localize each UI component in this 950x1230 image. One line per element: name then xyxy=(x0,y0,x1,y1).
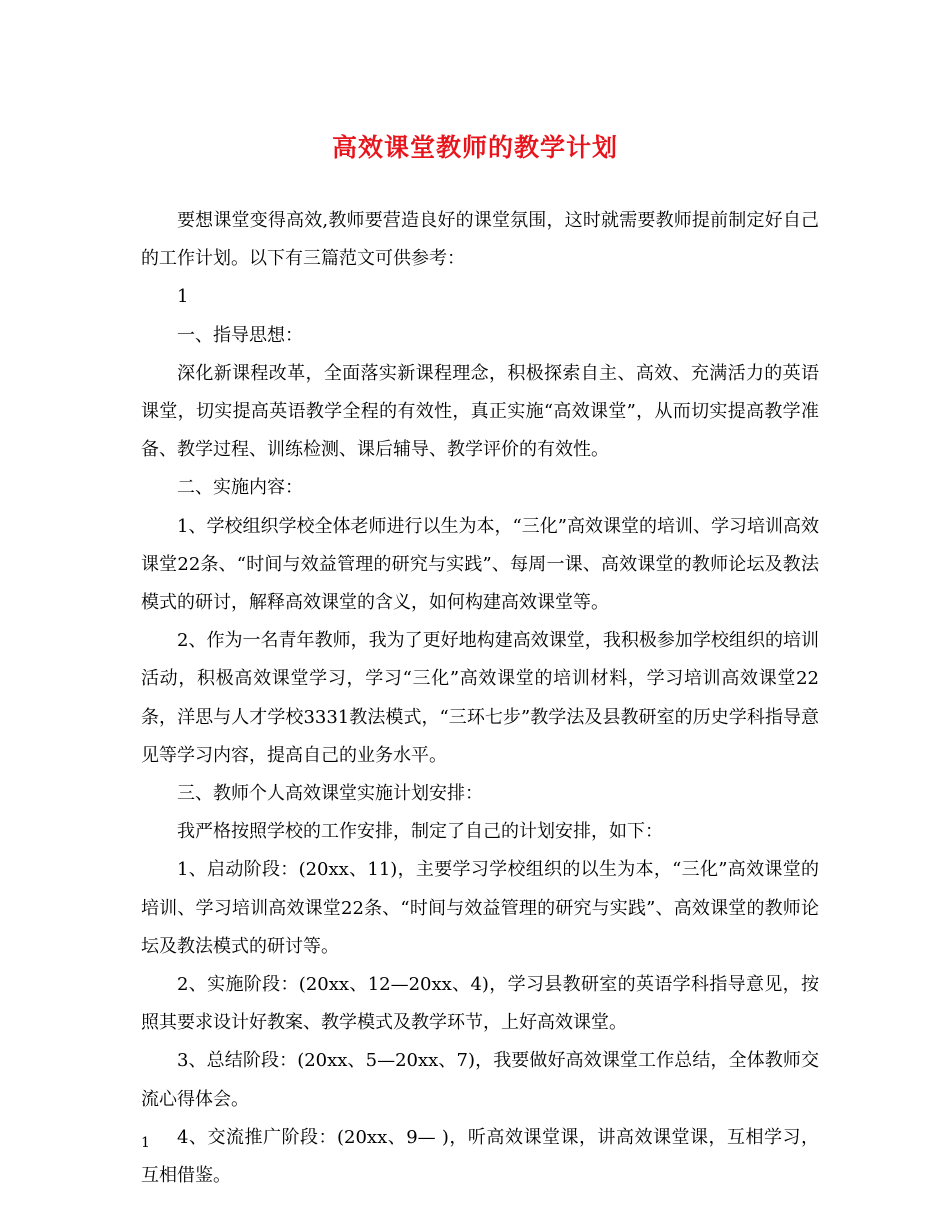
paragraph-intro: 要想课堂变得高效,教师要营造良好的课堂氛围，这时就需要教师提前制定好自己的工作计划。以下有三篇范文可供参考： xyxy=(141,210,819,270)
document-body xyxy=(141,202,819,1195)
document-title: 高效课堂教师的教学计划 xyxy=(331,133,618,162)
paragraph-stage-implement: 2、实施阶段：(20xx、12—20xx、4)，学习县教研室的英语学科指导意见，按照其要求设计好教案、教学模式及教学环节，上好高效课堂。 xyxy=(141,974,819,1034)
paragraph-content-1: 1、学校组织学校全体老师进行以生为本，“三化”高效课堂的培训、学习培训高效课堂22条、“时间与效益管理的研究与实践”、每周一课、高效课堂的教师论坛及教法模式的研讨，解释高效课堂的含义，如何构建高效课堂等。 xyxy=(141,515,819,614)
paragraph-stage-launch: 1、启动阶段：(20xx、11)，主要学习学校组织的以生为本，“三化”高效课堂的培训、学习培训高效课堂22条、“时间与效益管理的研究与实践”、高效课堂的教师论坛及教法模式的研讨等。 xyxy=(141,859,819,957)
heading-guiding-ideology: 一、指导思想： xyxy=(177,324,303,346)
heading-personal-plan: 三、教师个人高效课堂实施计划安排： xyxy=(177,783,483,805)
page-number: 1 xyxy=(141,1135,150,1151)
paragraph-stage-promotion: 4、交流推广阶段：(20xx、9— )，听高效课堂课，讲高效课堂课，互相学习，互相借鉴。 xyxy=(141,1126,819,1187)
paragraph-plan-intro: 我严格按照学校的工作安排，制定了自己的计划安排，如下： xyxy=(177,821,663,843)
paragraph-content-2: 2、作为一名青年教师，我为了更好地构建高效课堂，我积极参加学校组织的培训活动，积极高效课堂学习，学习“三化”高效课堂的培训材料，学习培训高效课堂22条，洋思与人才学校3331教法模式，“三环七步”教学法及县教研室的历史学科指导意见等学习内容，提高自己的业务水平。 xyxy=(141,630,819,766)
heading-implementation-content: 二、实施内容： xyxy=(177,477,303,499)
paragraph-section-number: 1 xyxy=(177,286,189,308)
paragraph-stage-summary: 3、总结阶段：(20xx、5—20xx、7)，我要做好高效课堂工作总结，全体教师交流心得体会。 xyxy=(141,1050,820,1110)
paragraph-guiding-ideology: 深化新课程改革，全面落实新课程理念，积极探索自主、高效、充满活力的英语课堂，切实提高英语教学全程的有效性，真正实施“高效课堂”，从而切实提高教学准备、教学过程、训练检测、课后辅导、教学评价的有效性。 xyxy=(141,362,819,461)
